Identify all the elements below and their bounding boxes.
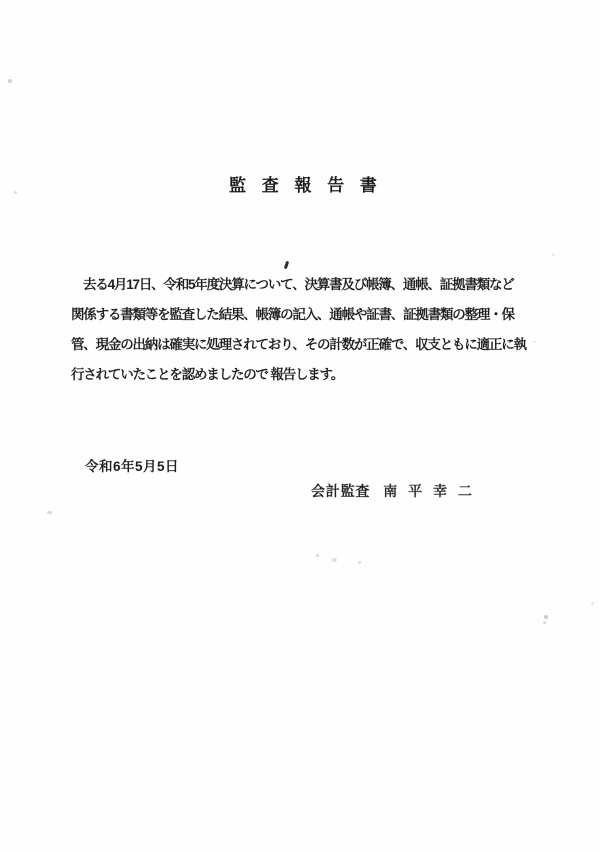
scan-speck (14, 191, 17, 194)
signer-name: 南 平 幸 二 (383, 483, 476, 499)
body-line: 関係する書類等を監査した結果、帳簿の記入、通帳や証書、証拠書類の整理・保 (71, 307, 514, 322)
scan-speck (544, 615, 548, 619)
scan-speck (47, 511, 52, 514)
body-line: 管、現金の出納は確実に処理されており、その計数が正確で、収支ともに適正に執 (71, 337, 526, 352)
document-date: 令和6年5月5日 (85, 459, 180, 474)
scan-speck (552, 254, 555, 256)
scan-speck (533, 341, 536, 343)
signer-role: 会計監査 (311, 483, 371, 499)
scan-speck (543, 621, 546, 624)
scan-speck (332, 558, 337, 562)
scan-speck (316, 554, 319, 557)
body-line: 去る4月17日、令和5年度決算について、決算書及び帳簿、通帳、証拠書類など (83, 277, 514, 292)
scan-speck (358, 561, 361, 564)
document-title: 監 査 報 告 書 (229, 176, 383, 195)
signature-line (311, 481, 475, 501)
body-line: 行されていたことを認めましたので 報告します。 (71, 367, 344, 382)
scan-speck (591, 602, 594, 605)
document-body (71, 270, 526, 390)
scan-tick-mark (284, 261, 289, 270)
scan-speck (8, 79, 12, 83)
